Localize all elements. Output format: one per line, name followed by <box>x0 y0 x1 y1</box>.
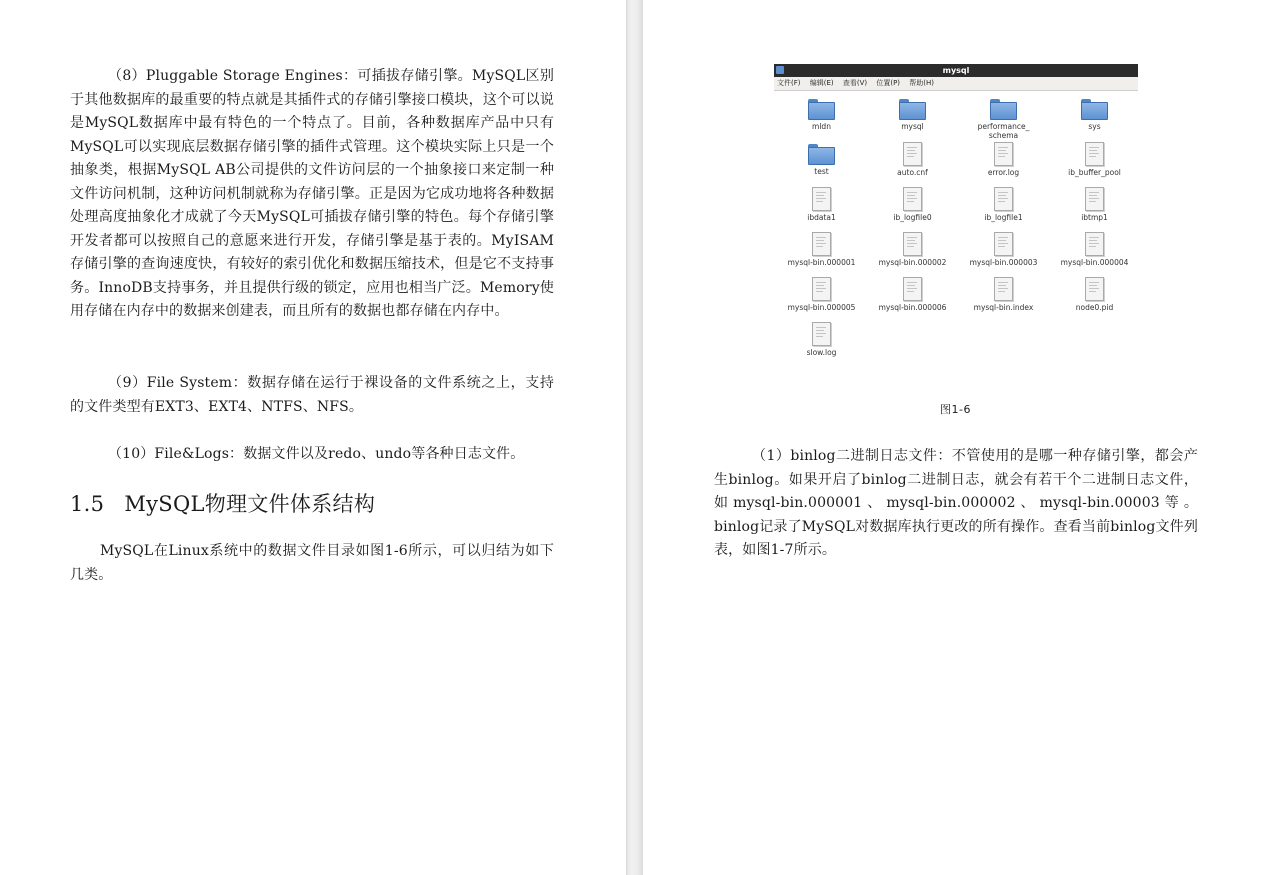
file-item-label: ib_logfile0 <box>893 213 932 222</box>
file-icon <box>1085 187 1104 211</box>
window-title: mysql <box>942 66 970 75</box>
menu-view[interactable]: 查看(V) <box>842 79 868 87</box>
paragraph-binlog: （1）binlog二进制日志文件：不管使用的是哪一种存储引擎，都会产生binlog。如果开启了binlog二进制日志，就会有若干个二进制日志文件，如mysql-bin.000001、mysql-bin.000002、mysql-bin.00003等。binlog记录了MySQL对数据库执行更改的所有操作。查看当前binlog文件列表，如图1-7所示。 <box>714 448 1198 558</box>
file-item[interactable] <box>958 139 1049 184</box>
menu-help[interactable]: 帮助(H) <box>909 79 935 87</box>
file-item[interactable] <box>1049 139 1140 184</box>
folder-icon <box>808 99 835 120</box>
file-icon <box>994 232 1013 256</box>
file-item-label: mldn <box>812 122 831 131</box>
file-item[interactable] <box>776 319 867 364</box>
file-item[interactable] <box>1049 94 1140 139</box>
file-icon <box>994 142 1013 166</box>
file-item-label: mysql-bin.index <box>973 303 1034 312</box>
file-icon <box>903 187 922 211</box>
window-titlebar <box>774 64 1138 77</box>
file-icon <box>812 277 831 301</box>
file-item[interactable] <box>867 274 958 319</box>
paragraph-file-system: （9）File System：数据存储在运行于裸设备的文件系统之上，支持的文件类型有EXT3、EXT4、NTFS、NFS。 <box>70 375 554 415</box>
file-item-label: mysql-bin.000001 <box>787 258 856 267</box>
paragraph-pluggable-storage-engines: （8）Pluggable Storage Engines：可插拔存储引擎。MySQL区别于其他数据库的最重要的特点就是其插件式的存储引擎接口模块，这个可以说是MySQL数据库中最有特色的一个特点了。目前，各种数据库产品中只有MySQL可以实现底层数据存储引擎的插件式管理。这个模块实际上只是一个抽象类，根据MySQL AB公司提供的文件访问层的一个抽象接口来定制一种文件访问机制，这种访问机制就称为存储引擎。正是因为它成功地将各种数据处理高度抽象化才成就了今天MySQL可插拔存储引擎的特色。每个存储引擎开发者都可以按照自己的意愿来进行开发，存储引擎是基于表的。MyISAM存储引擎的查询速度快，有较好的索引优化和数据压缩技术，但是它不支持事务。InnoDB支持事务，并且提供行级的锁定，应用也相当广泛。Memory使用存储在内存中的数据来创建表，而且所有的数据也都存储在内存中。 <box>70 68 554 319</box>
file-item-label: sys <box>1088 122 1101 131</box>
file-icon <box>812 322 831 346</box>
file-item[interactable] <box>958 184 1049 229</box>
folder-icon <box>808 144 835 165</box>
file-manager-screenshot <box>774 64 1138 376</box>
folder-icon <box>990 99 1017 120</box>
file-icon <box>1085 277 1104 301</box>
file-item[interactable] <box>776 184 867 229</box>
folder-app-icon <box>776 66 784 74</box>
file-item-label: test <box>814 167 829 176</box>
menu-file[interactable]: 文件(F) <box>777 79 801 87</box>
file-item-label: ibdata1 <box>807 213 836 222</box>
paragraph-file-logs: （10）File&Logs：数据文件以及redo、undo等各种日志文件。 <box>108 446 525 462</box>
file-item-label: node0.pid <box>1075 303 1114 312</box>
file-grid <box>776 94 1138 364</box>
paragraph-intro: MySQL在Linux系统中的数据文件目录如图1-6所示，可以归结为如下几类。 <box>70 543 554 583</box>
file-item[interactable] <box>776 229 867 274</box>
file-icon <box>903 232 922 256</box>
file-icon <box>903 277 922 301</box>
file-item[interactable] <box>958 229 1049 274</box>
file-item[interactable] <box>1049 274 1140 319</box>
file-item[interactable] <box>1049 229 1140 274</box>
file-icon <box>994 187 1013 211</box>
file-icon <box>1085 142 1104 166</box>
folder-icon <box>1081 99 1108 120</box>
file-icon <box>812 187 831 211</box>
menu-edit[interactable]: 编辑(E) <box>809 79 834 87</box>
section-heading <box>70 488 375 518</box>
figure-caption: 图1-6 <box>940 403 971 416</box>
file-item[interactable] <box>958 274 1049 319</box>
folder-icon <box>899 99 926 120</box>
file-item[interactable] <box>867 94 958 139</box>
file-item[interactable] <box>776 139 867 184</box>
file-icon <box>994 277 1013 301</box>
file-item-label: ib_buffer_pool <box>1068 168 1121 177</box>
menu-location[interactable]: 位置(P) <box>876 79 901 87</box>
file-item-label: slow.log <box>806 348 837 357</box>
file-item[interactable] <box>1049 184 1140 229</box>
file-item-label: performance_ schema <box>977 122 1030 140</box>
file-item[interactable] <box>958 94 1049 139</box>
file-item[interactable] <box>867 229 958 274</box>
file-item-label: auto.cnf <box>897 168 928 177</box>
file-item-label: mysql-bin.000006 <box>878 303 947 312</box>
file-item[interactable] <box>867 139 958 184</box>
file-item[interactable] <box>776 274 867 319</box>
page-gutter <box>626 0 643 875</box>
file-item-label: error.log <box>987 168 1020 177</box>
section-title: MySQL物理文件体系结构 <box>124 492 376 516</box>
file-icon <box>903 142 922 166</box>
file-item-label: mysql-bin.000004 <box>1060 258 1129 267</box>
file-item-label: mysql <box>901 122 924 131</box>
menu-bar <box>774 77 1138 91</box>
file-item[interactable] <box>776 94 867 139</box>
file-item-label: ib_logfile1 <box>984 213 1023 222</box>
file-icon <box>1085 232 1104 256</box>
file-item-label: mysql-bin.000002 <box>878 258 947 267</box>
section-number: 1.5 <box>70 492 105 516</box>
file-item-label: mysql-bin.000003 <box>969 258 1038 267</box>
file-icon <box>812 232 831 256</box>
file-item-label: mysql-bin.000005 <box>787 303 856 312</box>
file-item-label: ibtmp1 <box>1081 213 1108 222</box>
file-item[interactable] <box>867 184 958 229</box>
